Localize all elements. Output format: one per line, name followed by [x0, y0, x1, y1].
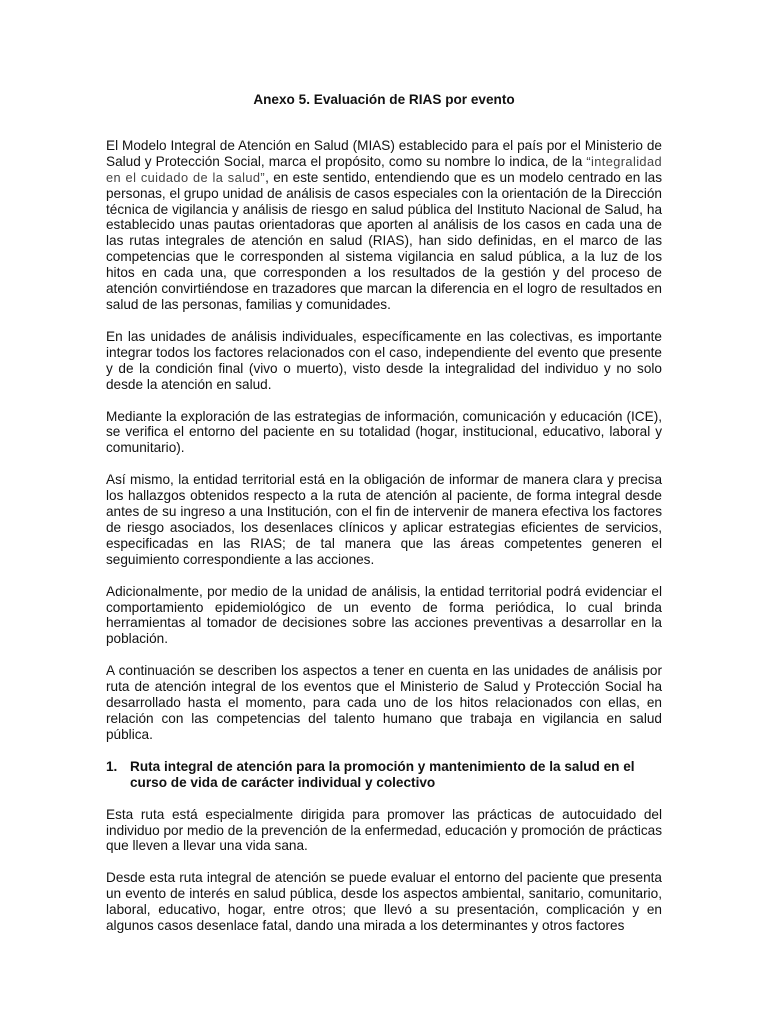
paragraph-mias	[106, 138, 662, 313]
section-heading-text: Ruta integral de atención para la promoción y mantenimiento de la salud en el curso de vida de carácter individual y colectivo	[130, 758, 635, 790]
paragraph-mias-part-a: El Modelo Integral de Atención en Salud (MIAS) establecido para el país por el Ministerio de Salud y Protección Social, marca el propósito, como su nombre lo indica, de la	[106, 137, 662, 169]
paragraph-entorno-paciente: Desde esta ruta integral de atención se puede evaluar el entorno del paciente que presenta un evento de interés en salud pública, desde los aspectos ambiental, sanitario, comunitario, laboral, educativo, hogar, entre otros; que llevó a su presentación, complicación y en algunos casos desenlace fatal, dando una mirada a los determinantes y otros factores	[106, 870, 662, 934]
document-title: Anexo 5. Evaluación de RIAS por evento	[253, 92, 515, 107]
paragraph-a-continuacion: A continuación se describen los aspectos a tener en cuenta en las unidades de análisis por ruta de atención integral de los eventos que el Ministerio de Salud y Protección Social ha desarrollado hasta el momento, para cada uno de los hitos relacionados con ellas, en relación con las competencias del talento humano que trabaja en vigilancia en salud pública.	[106, 663, 662, 742]
document-page	[106, 92, 662, 934]
paragraph-adicionalmente: Adicionalmente, por medio de la unidad de análisis, la entidad territorial podrá evidenciar el comportamiento epidemiológico de un evento de forma periódica, lo cual brinda herramientas al tomador de decisiones sobre las acciones preventivas a desarrollar en la población.	[106, 583, 662, 647]
paragraph-entidad-territorial: Así mismo, la entidad territorial está en la obligación de informar de manera clara y precisa los hallazgos obtenidos respecto a la ruta de atención al paciente, de forma integral desde antes de su ingreso a una Institución, con el fin de intervenir de manera efectiva los factores de riesgo asociados, los desenlaces clínicos y aplicar estrategias eficientes de servicios, especificadas en las RIAS; de tal manera que las áreas competentes generen el seguimiento correspondiente a las acciones.	[106, 472, 662, 567]
section-heading-1	[106, 759, 662, 791]
paragraph-unidades-analisis: En las unidades de análisis individuales, específicamente en las colectivas, es importante integrar todos los factores relacionados con el caso, independiente del evento que presente y de la condición final (vivo o muerto), visto desde la integralidad del individuo y no solo desde la atención en salud.	[106, 328, 662, 392]
quoted-integralidad: “integralidad en el cuidado de la salud”	[106, 153, 662, 185]
paragraph-ruta-dirigida: Esta ruta está especialmente dirigida para promover las prácticas de autocuidado del individuo por medio de la prevención de la enfermedad, educación y promoción de prácticas que lleven a llevar una vida sana.	[106, 806, 662, 854]
paragraph-ice: Mediante la exploración de las estrategias de información, comunicación y educación (ICE), se verifica el entorno del paciente en su totalidad (hogar, institucional, educativo, laboral y comunitario).	[106, 408, 662, 456]
paragraph-mias-part-c: , en este sentido, entendiendo que es un modelo centrado en las personas, el grupo unidad de análisis de casos especiales con la orientación de la Dirección técnica de vigilancia y análisis de riesgo en salud pública del Instituto Nacional de Salud, ha establecido unas pautas orientadoras que aporten al análisis de los casos en cada una de las rutas integrales de atención en salud (RIAS), han sido definidas, en el marco de las competencias que le corresponden al sistema vigilancia en salud pública, a la luz de los hitos en cada una, que corresponden a los resultados de la gestión y del proceso de atención convirtiéndose en trazadores que marcan la diferencia en el logro de resultados en salud de las personas, familias y comunidades.	[106, 169, 663, 312]
section-number: 1.	[106, 758, 118, 774]
